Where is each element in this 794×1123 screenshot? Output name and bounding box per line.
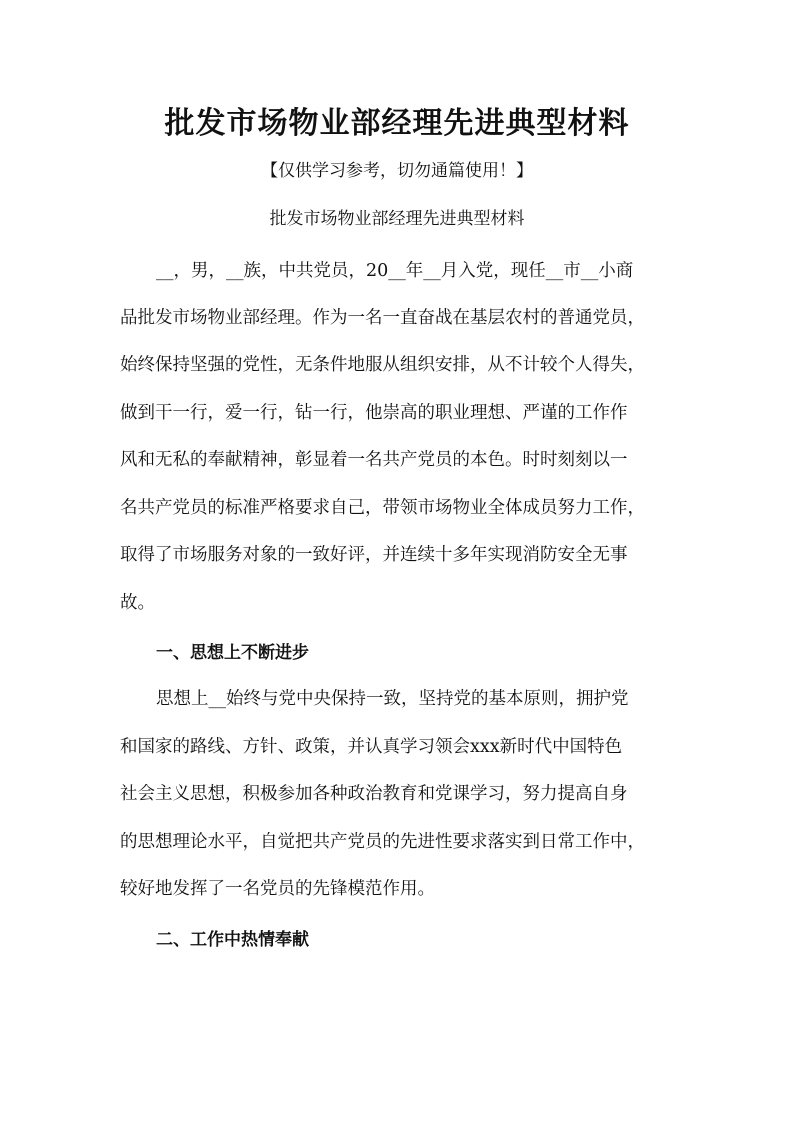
paragraph-line: 社会主义思想，积极参加各种政治教育和党课学习，努力提高自身	[120, 784, 628, 804]
paragraph-line: 名共产党员的标准严格要求自己，带领市场物业全体成员努力工作，	[120, 498, 645, 518]
usage-note: 【仅供学习参考，切勿通篇使用！】	[261, 161, 533, 181]
section-heading: 二、工作中热情奉献	[156, 930, 309, 950]
section-heading: 一、思想上不断进步	[156, 643, 309, 663]
paragraph-line: 较好地发挥了一名党员的先锋模范作用。	[120, 879, 435, 899]
paragraph-line: 风和无私的奉献精神，彰显着一名共产党员的本色。时时刻刻以一	[120, 450, 628, 470]
document-title: 批发市场物业部经理先进典型材料	[164, 106, 630, 141]
paragraph-line: __，男，__族，中共党员，20__年__月入党，现任__市__小商	[156, 261, 634, 281]
paragraph-line: 思想上__始终与党中央保持一致，坚持党的基本原则，拥护党	[156, 689, 629, 709]
document-subtitle: 批发市场物业部经理先进典型材料	[269, 209, 525, 229]
paragraph-line: 品批发市场物业部经理。作为一名一直奋战在基层农村的普通党员，	[120, 308, 645, 328]
paragraph-line: 做到干一行，爱一行，钻一行，他崇高的职业理想、严谨的工作作	[120, 403, 628, 423]
paragraph-line: 和国家的路线、方针、政策，并认真学习领会xxx新时代中国特色	[120, 737, 623, 757]
paragraph-line: 取得了市场服务对象的一致好评，并连续十多年实现消防安全无事	[120, 545, 628, 565]
paragraph-line: 故。	[120, 593, 155, 613]
paragraph-line: 的思想理论水平，自觉把共产党员的先进性要求落实到日常工作中，	[120, 832, 645, 852]
paragraph-line: 始终保持坚强的党性，无条件地服从组织安排，从不计较个人得失，	[120, 355, 645, 375]
